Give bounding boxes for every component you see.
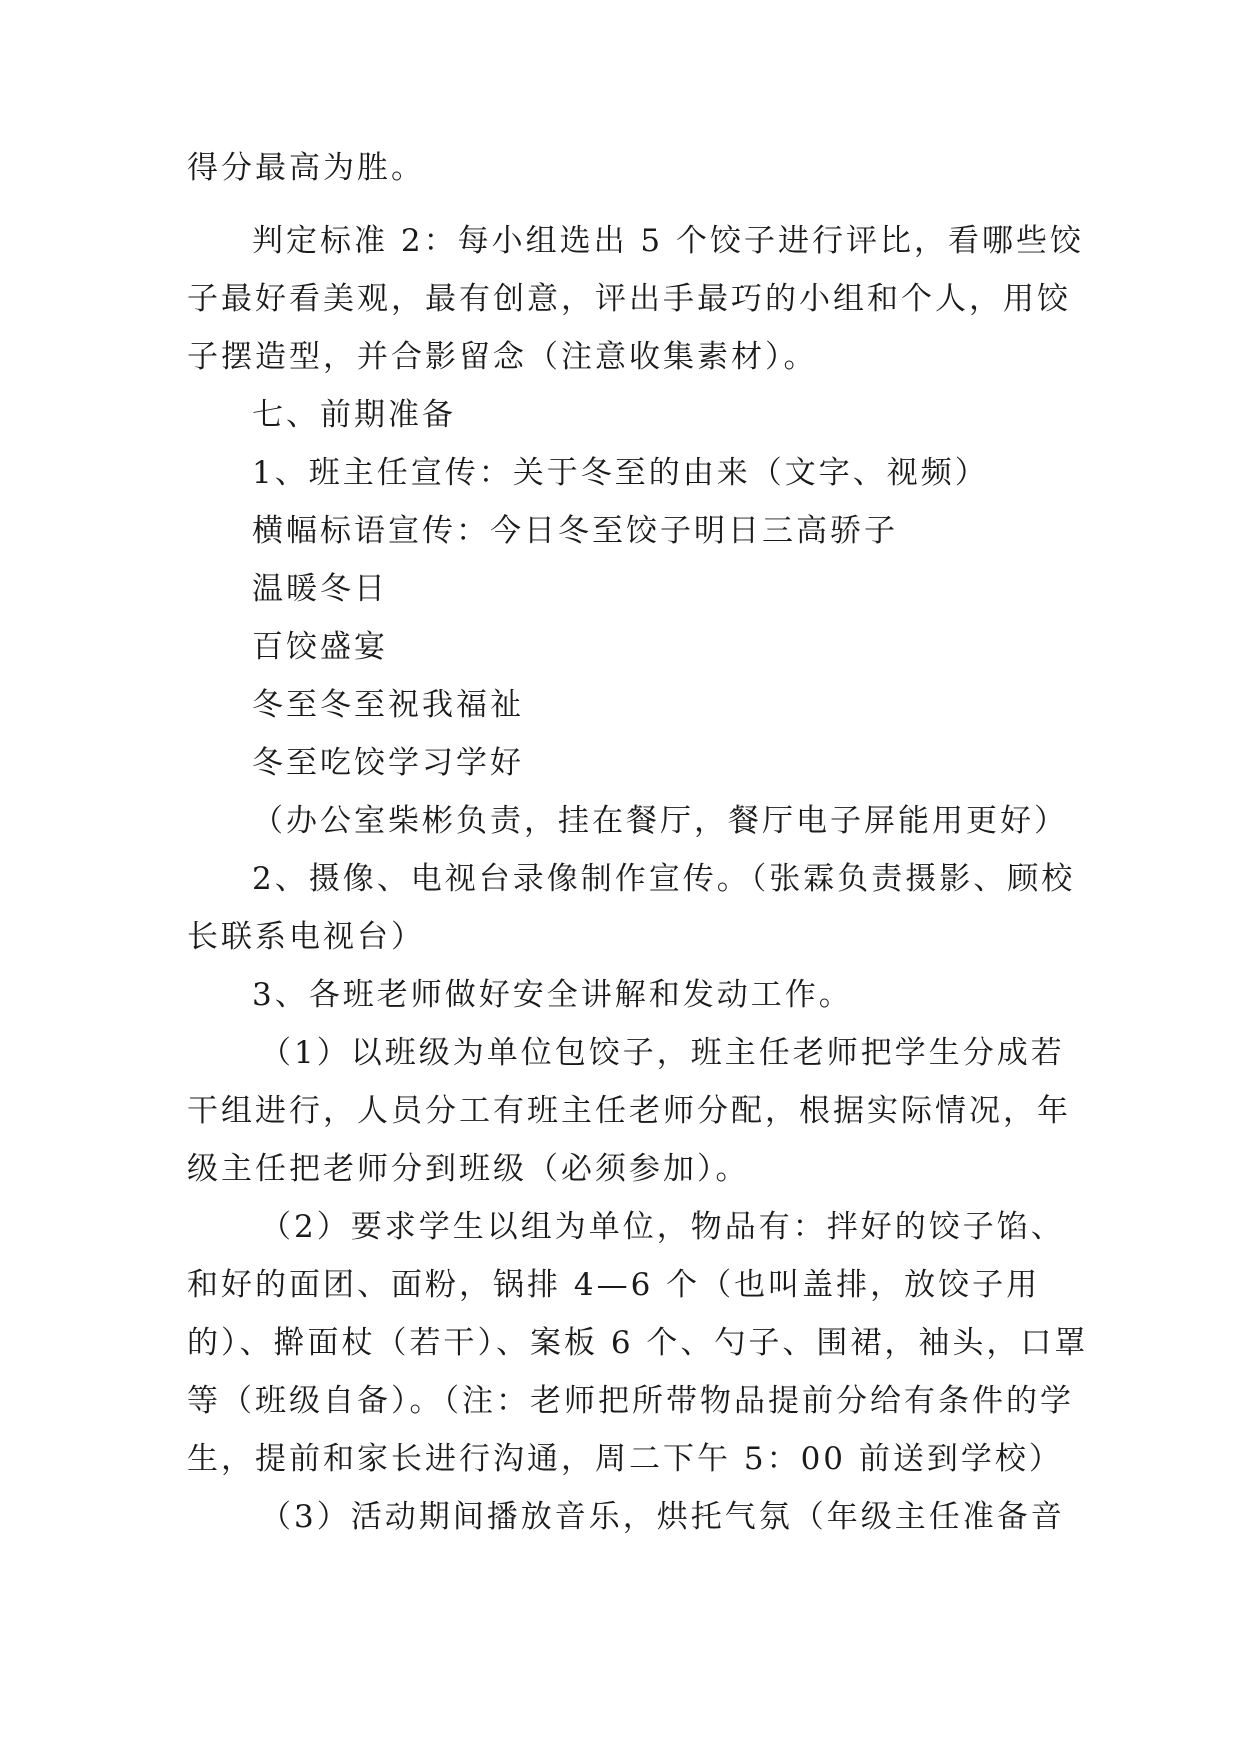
text-line: 级主任把老师分到班级（必须参加）。: [187, 1151, 750, 1187]
text-line: 的）、擀面杖（若干）、案板 6 个、勺子、围裙，袖头，口罩: [187, 1325, 1089, 1361]
text-line: 横幅标语宣传：今日冬至饺子明日三高骄子: [252, 513, 898, 549]
text-line: 3、各班老师做好安全讲解和发动工作。: [252, 977, 853, 1013]
text-line: 和好的面团、面粉，锅排 4—6 个（也叫盖排，放饺子用: [187, 1267, 1041, 1303]
text-line: 生，提前和家长进行沟通，周二下午 5：00 前送到学校）: [187, 1441, 1063, 1477]
text-line: 长联系电视台）: [187, 919, 425, 955]
text-line: 子摆造型，并合影留念（注意收集素材）。: [187, 339, 818, 375]
text-line: 等（班级自备）。（注：老师把所带物品提前分给有条件的学: [187, 1383, 1074, 1419]
text-line: 子最好看美观，最有创意，评出手最巧的小组和个人，用饺: [187, 281, 1071, 317]
text-line: 1、班主任宣传：关于冬至的由来（文字、视频）: [252, 455, 989, 491]
text-line: 温暖冬日: [252, 571, 388, 607]
text-line: （办公室柴彬负责，挂在餐厅，餐厅电子屏能用更好）: [252, 803, 1068, 839]
text-line: （1）以班级为单位包饺子，班主任老师把学生分成若: [260, 1035, 1065, 1071]
text-line: 干组进行，人员分工有班主任老师分配，根据实际情况，年: [187, 1093, 1071, 1129]
text-line: 百饺盛宴: [252, 629, 388, 665]
text-line: 七、前期准备: [252, 397, 456, 433]
text-line: （3）活动期间播放音乐，烘托气氛（年级主任准备音: [260, 1499, 1065, 1535]
text-line: 冬至冬至祝我福祉: [252, 687, 524, 723]
text-line: （2）要求学生以组为单位，物品有：拌好的饺子馅、: [260, 1209, 1065, 1245]
text-line: 冬至吃饺学习学好: [252, 745, 524, 781]
text-line: 得分最高为胜。: [187, 150, 425, 186]
text-line: 判定标准 2：每小组选出 5 个饺子进行评比，看哪些饺: [252, 223, 1085, 259]
text-line: 2、摄像、电视台录像制作宣传。（张霖负责摄影、顾校: [252, 861, 1076, 897]
